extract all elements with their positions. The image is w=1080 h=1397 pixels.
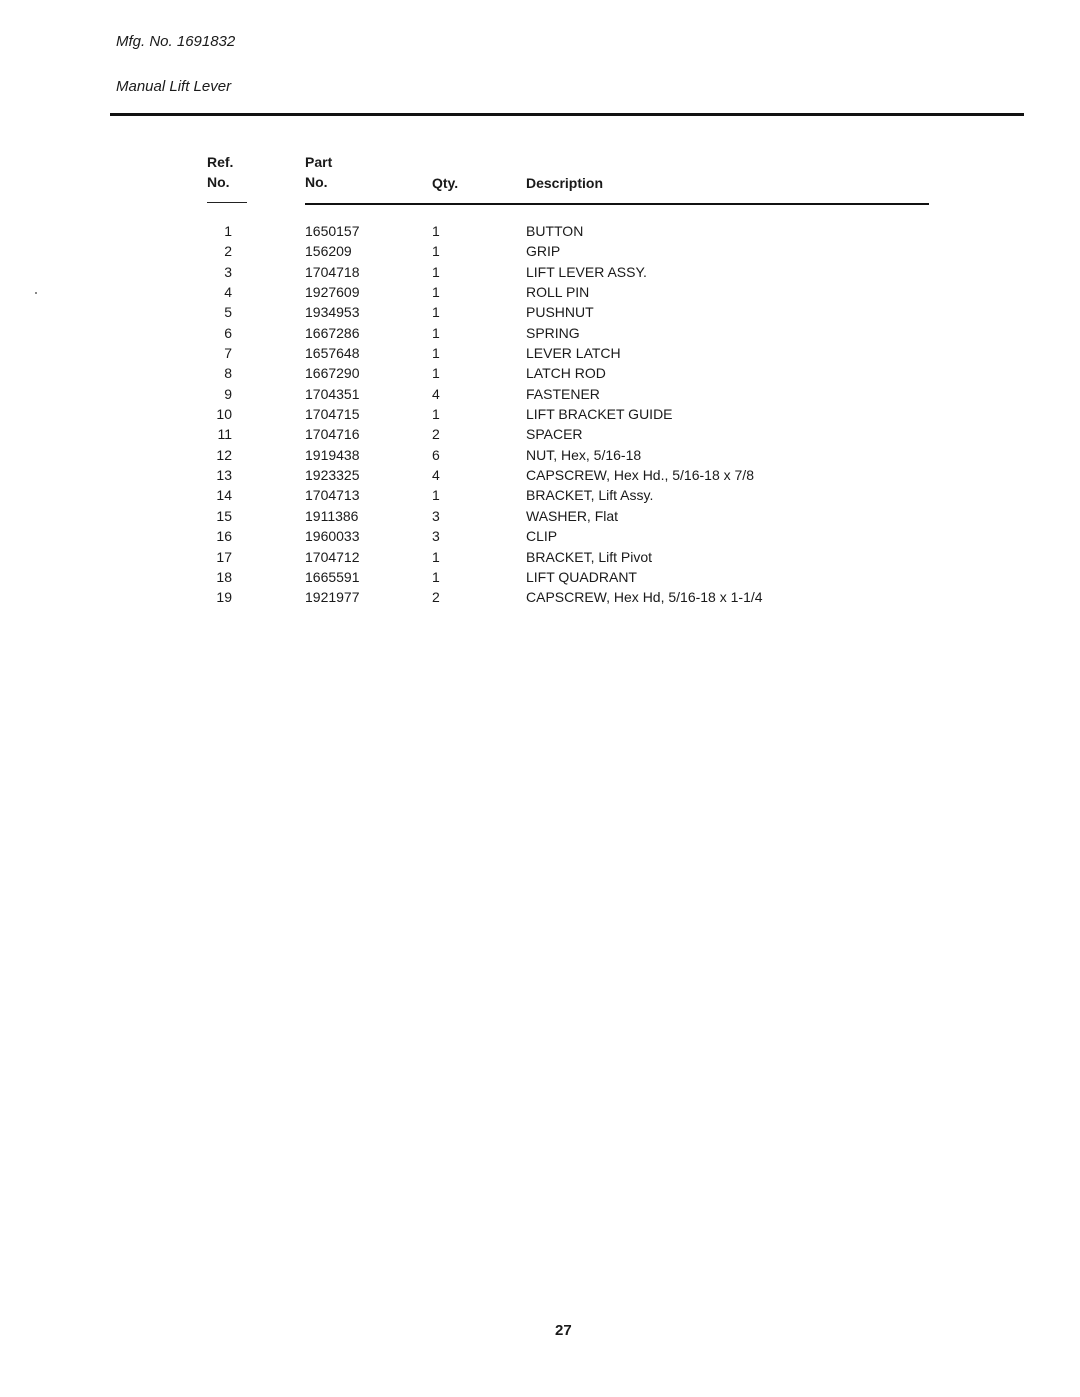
qty-cell: 4 bbox=[432, 385, 440, 402]
part-number-cell: 1934953 bbox=[305, 304, 360, 321]
table-row bbox=[0, 568, 1080, 588]
ref-cell: 10 bbox=[216, 406, 232, 423]
ref-cell: 9 bbox=[224, 385, 232, 402]
table-row bbox=[0, 283, 1080, 303]
qty-cell: 1 bbox=[432, 365, 440, 382]
ref-cell: 5 bbox=[224, 304, 232, 321]
table-row bbox=[0, 263, 1080, 283]
part-number-cell: 1667290 bbox=[305, 365, 360, 382]
ref-cell: 15 bbox=[216, 507, 232, 524]
ref-cell: 19 bbox=[216, 589, 232, 606]
description-cell: PUSHNUT bbox=[526, 304, 594, 321]
column-header-part-line1: Part bbox=[305, 154, 333, 170]
description-cell: ROLL PIN bbox=[526, 284, 590, 301]
description-cell: FASTENER bbox=[526, 385, 600, 402]
description-cell: SPACER bbox=[526, 426, 583, 443]
table-row bbox=[0, 527, 1080, 547]
table-row bbox=[0, 242, 1080, 262]
part-number-cell: 1650157 bbox=[305, 223, 360, 239]
table-row bbox=[0, 405, 1080, 425]
description-cell: CAPSCREW, Hex Hd, 5/16-18 x 1-1/4 bbox=[526, 589, 763, 606]
part-number-cell: 1657648 bbox=[305, 345, 360, 362]
ref-cell: 18 bbox=[216, 568, 232, 585]
ref-cell: 13 bbox=[216, 467, 232, 484]
description-cell: LIFT LEVER ASSY. bbox=[526, 263, 647, 280]
description-cell: BUTTON bbox=[526, 223, 584, 239]
qty-cell: 1 bbox=[432, 568, 440, 585]
table-row bbox=[0, 385, 1080, 405]
table-row bbox=[0, 548, 1080, 568]
description-cell: CLIP bbox=[526, 528, 558, 545]
mfg-number: Mfg. No. 1691832 bbox=[116, 33, 236, 50]
table-row bbox=[0, 466, 1080, 486]
qty-cell: 1 bbox=[432, 345, 440, 362]
parts-table-body bbox=[0, 222, 1080, 609]
description-cell: GRIP bbox=[526, 243, 561, 260]
part-number-cell: 1960033 bbox=[305, 528, 360, 545]
column-header-ref bbox=[207, 152, 233, 192]
header-rule-ref bbox=[207, 202, 247, 203]
part-number-cell: 1665591 bbox=[305, 568, 360, 585]
part-number-cell: 1919438 bbox=[305, 446, 360, 463]
qty-cell: 6 bbox=[432, 446, 440, 463]
column-header-part-line2: No. bbox=[305, 174, 328, 190]
qty-cell: 4 bbox=[432, 467, 440, 484]
table-row bbox=[0, 364, 1080, 384]
ref-cell: 8 bbox=[224, 365, 232, 382]
table-row bbox=[0, 324, 1080, 344]
table-row bbox=[0, 507, 1080, 527]
part-number-cell: 1704351 bbox=[305, 385, 360, 402]
part-number-cell: 1667286 bbox=[305, 324, 360, 341]
qty-cell: 1 bbox=[432, 487, 440, 504]
qty-cell: 1 bbox=[432, 243, 440, 260]
qty-cell: 3 bbox=[432, 507, 440, 524]
qty-cell: 1 bbox=[432, 548, 440, 565]
page-number: 27 bbox=[555, 1322, 572, 1339]
description-cell: BRACKET, Lift Assy. bbox=[526, 487, 654, 504]
qty-cell: 1 bbox=[432, 263, 440, 280]
table-row bbox=[0, 303, 1080, 323]
ref-cell: 17 bbox=[216, 548, 232, 565]
part-number-cell: 1704718 bbox=[305, 263, 360, 280]
table-row bbox=[0, 486, 1080, 506]
description-cell: SPRING bbox=[526, 324, 580, 341]
table-row bbox=[0, 222, 1080, 242]
description-cell: NUT, Hex, 5/16-18 bbox=[526, 446, 642, 463]
qty-cell: 1 bbox=[432, 324, 440, 341]
ref-cell: 6 bbox=[224, 324, 232, 341]
ref-cell: 12 bbox=[216, 446, 232, 463]
part-number-cell: 1927609 bbox=[305, 284, 360, 301]
qty-cell: 2 bbox=[432, 589, 440, 606]
description-cell: LATCH ROD bbox=[526, 365, 606, 382]
header-rule-main bbox=[305, 203, 929, 205]
table-row bbox=[0, 344, 1080, 364]
column-header-qty: Qty. bbox=[432, 175, 459, 191]
header-divider bbox=[110, 113, 1024, 116]
qty-cell: 1 bbox=[432, 284, 440, 301]
part-number-cell: 1923325 bbox=[305, 467, 360, 484]
ref-cell: 3 bbox=[224, 263, 232, 280]
section-title: Manual Lift Lever bbox=[116, 78, 232, 95]
part-number-cell: 1704712 bbox=[305, 548, 360, 565]
description-cell: WASHER, Flat bbox=[526, 507, 619, 524]
ref-cell: 2 bbox=[224, 243, 232, 260]
description-cell: LIFT QUADRANT bbox=[526, 568, 637, 585]
ref-cell: 1 bbox=[224, 223, 232, 239]
ref-cell: 11 bbox=[217, 426, 232, 443]
part-number-cell: 1704716 bbox=[305, 426, 360, 443]
ref-cell: 4 bbox=[224, 284, 232, 301]
table-row bbox=[0, 588, 1080, 608]
part-number-cell: 1911386 bbox=[305, 507, 359, 524]
qty-cell: 1 bbox=[432, 406, 440, 423]
ref-cell: 7 bbox=[224, 345, 232, 362]
description-cell: BRACKET, Lift Pivot bbox=[526, 548, 653, 565]
column-header-description: Description bbox=[526, 175, 604, 191]
qty-cell: 1 bbox=[432, 223, 440, 239]
table-row bbox=[0, 425, 1080, 445]
part-number-cell: 1704715 bbox=[305, 406, 360, 423]
column-header-part bbox=[305, 152, 332, 192]
qty-cell: 1 bbox=[432, 304, 440, 321]
ref-cell: 16 bbox=[216, 528, 232, 545]
column-header-ref-line1: Ref. bbox=[207, 154, 234, 170]
ref-cell: 14 bbox=[216, 487, 232, 504]
qty-cell: 3 bbox=[432, 528, 440, 545]
table-row bbox=[0, 446, 1080, 466]
part-number-cell: 1921977 bbox=[305, 589, 360, 606]
description-cell: CAPSCREW, Hex Hd., 5/16-18 x 7/8 bbox=[526, 467, 754, 484]
part-number-cell: 156209 bbox=[305, 243, 352, 260]
description-cell: LEVER LATCH bbox=[526, 345, 621, 362]
part-number-cell: 1704713 bbox=[305, 487, 360, 504]
qty-cell: 2 bbox=[432, 426, 440, 443]
column-header-ref-line2: No. bbox=[207, 174, 230, 190]
description-cell: LIFT BRACKET GUIDE bbox=[526, 406, 673, 423]
